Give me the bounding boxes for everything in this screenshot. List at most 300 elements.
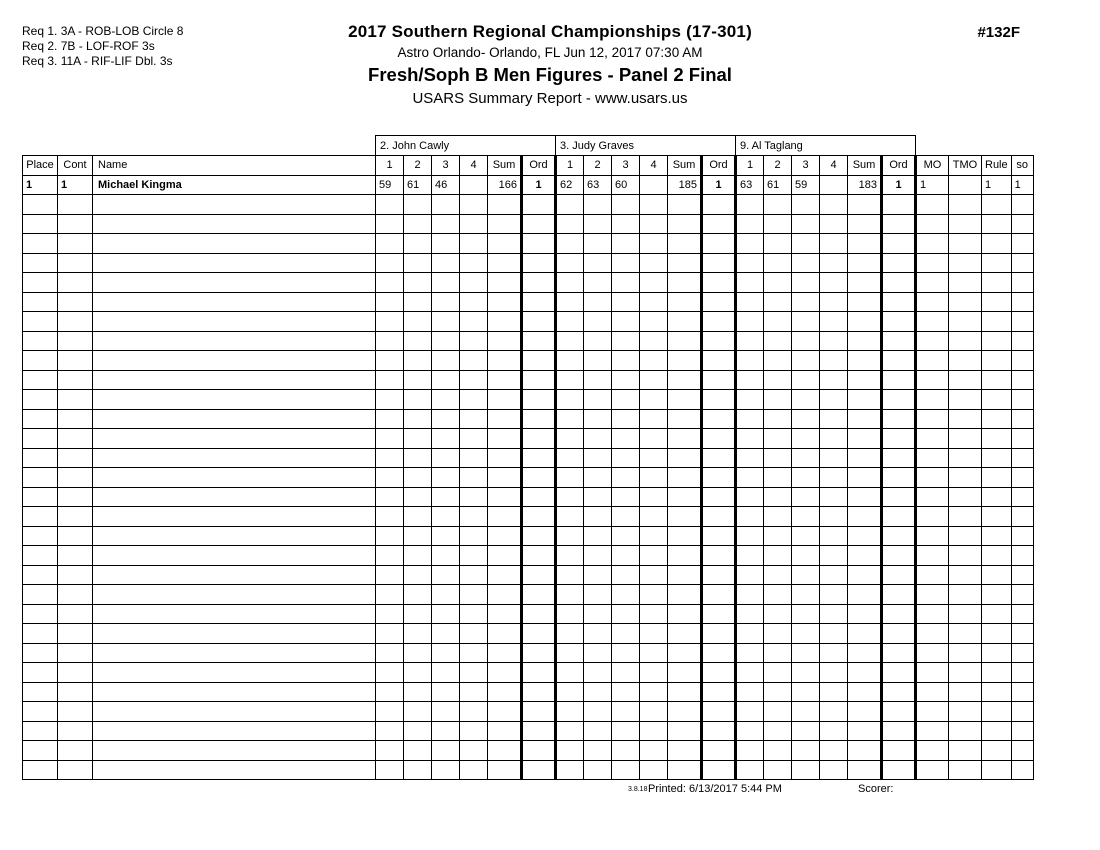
table-row	[23, 487, 1034, 507]
venue-date-line: Astro Orlando- Orlando, FL Jun 12, 2017 07:30 AM	[397, 45, 703, 60]
empty-cell	[668, 195, 702, 215]
empty-cell	[820, 331, 848, 351]
col-header-judge: 1	[376, 156, 404, 176]
empty-cell	[460, 624, 488, 644]
empty-cell	[23, 292, 58, 312]
empty-cell	[702, 331, 736, 351]
empty-cell	[1011, 721, 1033, 741]
cell-mo: 1	[916, 175, 949, 195]
empty-cell	[949, 741, 982, 761]
empty-cell	[702, 195, 736, 215]
empty-cell	[916, 331, 949, 351]
empty-cell	[702, 273, 736, 293]
empty-cell	[764, 253, 792, 273]
empty-cell	[949, 195, 982, 215]
empty-cell	[1011, 507, 1033, 527]
empty-cell	[584, 604, 612, 624]
empty-cell	[376, 663, 404, 683]
empty-cell	[916, 507, 949, 527]
empty-cell	[640, 741, 668, 761]
empty-cell	[736, 351, 764, 371]
col-header-judge: 4	[820, 156, 848, 176]
empty-cell	[522, 760, 556, 780]
empty-cell	[764, 721, 792, 741]
empty-cell	[556, 370, 584, 390]
empty-cell	[982, 663, 1012, 683]
empty-cell	[764, 312, 792, 332]
empty-cell	[736, 409, 764, 429]
report-type-line: USARS Summary Report - www.usars.us	[412, 90, 688, 107]
empty-cell	[376, 429, 404, 449]
empty-cell	[916, 721, 949, 741]
empty-cell	[982, 760, 1012, 780]
empty-cell	[23, 429, 58, 449]
empty-cell	[488, 273, 522, 293]
col-header-so: so	[1011, 156, 1033, 176]
empty-cell	[668, 507, 702, 527]
empty-cell	[58, 273, 93, 293]
cell-sum: 166	[488, 175, 522, 195]
cell-place: 1	[23, 175, 58, 195]
table-row	[23, 195, 1034, 215]
empty-cell	[848, 546, 882, 566]
table-row	[23, 409, 1034, 429]
empty-cell	[949, 253, 982, 273]
empty-cell	[432, 487, 460, 507]
empty-cell	[640, 448, 668, 468]
empty-cell	[792, 565, 820, 585]
empty-cell	[882, 292, 916, 312]
empty-cell	[702, 546, 736, 566]
empty-cell	[916, 624, 949, 644]
empty-cell	[522, 682, 556, 702]
empty-cell	[93, 682, 376, 702]
empty-cell	[376, 643, 404, 663]
empty-cell	[764, 448, 792, 468]
empty-cell	[949, 273, 982, 293]
empty-cell	[668, 663, 702, 683]
empty-cell	[488, 429, 522, 449]
empty-cell	[404, 546, 432, 566]
empty-cell	[556, 429, 584, 449]
empty-cell	[916, 546, 949, 566]
col-header-judge: Sum	[488, 156, 522, 176]
empty-cell	[584, 273, 612, 293]
empty-cell	[432, 351, 460, 371]
empty-cell	[982, 370, 1012, 390]
empty-cell	[792, 409, 820, 429]
empty-cell	[949, 526, 982, 546]
table-row	[23, 604, 1034, 624]
empty-cell	[916, 429, 949, 449]
empty-cell	[1011, 312, 1033, 332]
empty-cell	[640, 429, 668, 449]
empty-cell	[522, 702, 556, 722]
empty-cell	[640, 195, 668, 215]
table-row	[23, 507, 1034, 527]
empty-cell	[522, 448, 556, 468]
empty-cell	[736, 448, 764, 468]
empty-cell	[488, 351, 522, 371]
empty-cell	[584, 448, 612, 468]
empty-cell	[882, 624, 916, 644]
empty-cell	[404, 312, 432, 332]
empty-cell	[584, 331, 612, 351]
judge-label-1: 2. John Cawly	[376, 136, 556, 156]
empty-cell	[702, 702, 736, 722]
empty-cell	[612, 273, 640, 293]
empty-cell	[820, 565, 848, 585]
empty-cell	[882, 390, 916, 410]
empty-cell	[488, 195, 522, 215]
empty-cell	[522, 468, 556, 488]
empty-cell	[640, 273, 668, 293]
empty-cell	[792, 663, 820, 683]
empty-cell	[460, 760, 488, 780]
empty-cell	[404, 741, 432, 761]
empty-cell	[58, 624, 93, 644]
empty-cell	[612, 507, 640, 527]
empty-cell	[764, 565, 792, 585]
table-row	[23, 175, 1034, 195]
empty-cell	[736, 565, 764, 585]
empty-cell	[702, 624, 736, 644]
empty-cell	[882, 702, 916, 722]
empty-cell	[404, 253, 432, 273]
empty-cell	[668, 390, 702, 410]
empty-cell	[668, 643, 702, 663]
empty-cell	[556, 351, 584, 371]
empty-cell	[58, 312, 93, 332]
empty-cell	[668, 214, 702, 234]
empty-cell	[58, 351, 93, 371]
empty-cell	[556, 253, 584, 273]
empty-cell	[460, 273, 488, 293]
empty-cell	[376, 409, 404, 429]
empty-cell	[764, 526, 792, 546]
empty-cell	[916, 468, 949, 488]
empty-cell	[848, 234, 882, 254]
empty-cell	[640, 390, 668, 410]
empty-cell	[916, 487, 949, 507]
empty-cell	[792, 429, 820, 449]
empty-cell	[612, 721, 640, 741]
empty-cell	[882, 331, 916, 351]
empty-cell	[612, 234, 640, 254]
empty-cell	[736, 214, 764, 234]
empty-cell	[376, 253, 404, 273]
empty-cell	[949, 351, 982, 371]
empty-cell	[792, 390, 820, 410]
empty-cell	[404, 507, 432, 527]
empty-cell	[404, 370, 432, 390]
empty-cell	[556, 604, 584, 624]
empty-cell	[1011, 214, 1033, 234]
empty-cell	[820, 585, 848, 605]
col-header-judge: 3	[612, 156, 640, 176]
cell-score: 46	[432, 175, 460, 195]
empty-cell	[982, 331, 1012, 351]
empty-cell	[376, 546, 404, 566]
empty-cell	[1011, 741, 1033, 761]
empty-cell	[376, 604, 404, 624]
empty-cell	[23, 526, 58, 546]
empty-cell	[982, 292, 1012, 312]
empty-cell	[460, 702, 488, 722]
empty-cell	[488, 370, 522, 390]
empty-cell	[792, 331, 820, 351]
empty-cell	[640, 253, 668, 273]
empty-cell	[522, 565, 556, 585]
cell-score: 63	[736, 175, 764, 195]
empty-cell	[404, 214, 432, 234]
empty-cell	[882, 214, 916, 234]
empty-cell	[736, 331, 764, 351]
empty-cell	[612, 663, 640, 683]
empty-cell	[848, 214, 882, 234]
empty-cell	[882, 565, 916, 585]
empty-cell	[556, 468, 584, 488]
empty-cell	[404, 234, 432, 254]
judge-row-tail	[916, 136, 1034, 156]
empty-cell	[23, 741, 58, 761]
empty-cell	[93, 663, 376, 683]
empty-cell	[23, 643, 58, 663]
col-header-mo: MO	[916, 156, 949, 176]
empty-cell	[848, 468, 882, 488]
empty-cell	[820, 741, 848, 761]
empty-cell	[982, 312, 1012, 332]
empty-cell	[916, 760, 949, 780]
empty-cell	[736, 604, 764, 624]
empty-cell	[820, 702, 848, 722]
empty-cell	[460, 663, 488, 683]
empty-cell	[764, 351, 792, 371]
empty-cell	[522, 312, 556, 332]
empty-cell	[736, 663, 764, 683]
empty-cell	[764, 604, 792, 624]
report-header	[0, 22, 1100, 107]
empty-cell	[376, 507, 404, 527]
empty-cell	[612, 370, 640, 390]
empty-cell	[432, 409, 460, 429]
empty-cell	[792, 292, 820, 312]
empty-cell	[488, 643, 522, 663]
empty-cell	[612, 760, 640, 780]
empty-cell	[640, 331, 668, 351]
empty-cell	[702, 663, 736, 683]
empty-cell	[702, 507, 736, 527]
empty-cell	[792, 585, 820, 605]
empty-cell	[432, 507, 460, 527]
empty-cell	[58, 214, 93, 234]
empty-cell	[556, 214, 584, 234]
col-header-judge: 1	[736, 156, 764, 176]
col-header-judge: 2	[404, 156, 432, 176]
cell-so: 1	[1011, 175, 1033, 195]
empty-cell	[93, 643, 376, 663]
table-row	[23, 643, 1034, 663]
empty-cell	[882, 312, 916, 332]
empty-cell	[982, 487, 1012, 507]
empty-cell	[488, 507, 522, 527]
empty-cell	[702, 409, 736, 429]
empty-cell	[58, 292, 93, 312]
col-header-tmo: TMO	[949, 156, 982, 176]
empty-cell	[460, 585, 488, 605]
empty-cell	[488, 487, 522, 507]
empty-cell	[848, 663, 882, 683]
empty-cell	[764, 507, 792, 527]
empty-cell	[882, 448, 916, 468]
empty-cell	[792, 253, 820, 273]
empty-cell	[58, 526, 93, 546]
empty-cell	[949, 565, 982, 585]
empty-cell	[556, 760, 584, 780]
empty-cell	[488, 682, 522, 702]
empty-cell	[522, 585, 556, 605]
empty-cell	[23, 234, 58, 254]
empty-cell	[982, 214, 1012, 234]
cell-ord: 1	[522, 175, 556, 195]
empty-cell	[93, 507, 376, 527]
empty-cell	[640, 214, 668, 234]
empty-cell	[556, 507, 584, 527]
empty-cell	[764, 331, 792, 351]
empty-cell	[882, 760, 916, 780]
empty-cell	[792, 487, 820, 507]
empty-cell	[93, 195, 376, 215]
empty-cell	[668, 370, 702, 390]
empty-cell	[668, 312, 702, 332]
empty-cell	[556, 526, 584, 546]
table-row	[23, 253, 1034, 273]
empty-cell	[882, 526, 916, 546]
empty-cell	[522, 351, 556, 371]
empty-cell	[848, 312, 882, 332]
empty-cell	[640, 760, 668, 780]
empty-cell	[612, 195, 640, 215]
empty-cell	[820, 507, 848, 527]
empty-cell	[376, 312, 404, 332]
empty-cell	[584, 312, 612, 332]
empty-cell	[23, 331, 58, 351]
empty-cell	[58, 643, 93, 663]
empty-cell	[668, 702, 702, 722]
empty-cell	[23, 312, 58, 332]
empty-cell	[432, 390, 460, 410]
empty-cell	[23, 585, 58, 605]
empty-cell	[640, 370, 668, 390]
empty-cell	[820, 390, 848, 410]
empty-cell	[376, 292, 404, 312]
table-row	[23, 663, 1034, 683]
empty-cell	[982, 565, 1012, 585]
empty-cell	[93, 526, 376, 546]
empty-cell	[736, 721, 764, 741]
empty-cell	[1011, 429, 1033, 449]
empty-cell	[668, 273, 702, 293]
table-row	[23, 702, 1034, 722]
empty-cell	[376, 487, 404, 507]
col-header-judge: Sum	[848, 156, 882, 176]
empty-cell	[460, 565, 488, 585]
empty-cell	[612, 585, 640, 605]
empty-cell	[556, 741, 584, 761]
empty-cell	[612, 682, 640, 702]
empty-cell	[764, 702, 792, 722]
empty-cell	[764, 487, 792, 507]
empty-cell	[23, 351, 58, 371]
empty-cell	[882, 663, 916, 683]
empty-cell	[1011, 468, 1033, 488]
empty-cell	[93, 390, 376, 410]
table-row	[23, 234, 1034, 254]
empty-cell	[404, 585, 432, 605]
empty-cell	[93, 624, 376, 644]
empty-cell	[58, 682, 93, 702]
empty-cell	[460, 546, 488, 566]
judge-header-row	[23, 136, 1034, 156]
empty-cell	[916, 604, 949, 624]
empty-cell	[522, 429, 556, 449]
empty-cell	[460, 312, 488, 332]
empty-cell	[949, 604, 982, 624]
empty-cell	[488, 565, 522, 585]
empty-cell	[764, 214, 792, 234]
empty-cell	[488, 292, 522, 312]
empty-cell	[916, 448, 949, 468]
table-row	[23, 585, 1034, 605]
empty-cell	[23, 468, 58, 488]
empty-cell	[736, 760, 764, 780]
event-number: #132F	[977, 24, 1020, 41]
scorer-label: Scorer:	[858, 783, 894, 795]
empty-cell	[949, 312, 982, 332]
empty-cell	[556, 195, 584, 215]
empty-cell	[432, 312, 460, 332]
empty-cell	[764, 234, 792, 254]
empty-cell	[93, 585, 376, 605]
empty-cell	[949, 585, 982, 605]
cell-tmo	[949, 175, 982, 195]
empty-cell	[736, 643, 764, 663]
empty-cell	[584, 760, 612, 780]
empty-cell	[58, 253, 93, 273]
empty-cell	[1011, 370, 1033, 390]
empty-cell	[668, 585, 702, 605]
empty-cell	[736, 195, 764, 215]
empty-cell	[764, 468, 792, 488]
empty-cell	[58, 702, 93, 722]
empty-cell	[640, 663, 668, 683]
printed-timestamp: Printed: 6/13/2017 5:44 PM	[648, 783, 782, 795]
empty-cell	[23, 390, 58, 410]
empty-cell	[848, 351, 882, 371]
empty-cell	[764, 585, 792, 605]
empty-cell	[668, 565, 702, 585]
empty-cell	[982, 468, 1012, 488]
empty-cell	[584, 390, 612, 410]
event-title: Fresh/Soph B Men Figures - Panel 2 Final	[368, 64, 732, 85]
requirement-line-3: Req 3. 11A - RIF-LIF Dbl. 3s	[22, 54, 173, 68]
empty-cell	[93, 370, 376, 390]
empty-cell	[556, 390, 584, 410]
empty-cell	[736, 546, 764, 566]
empty-cell	[1011, 409, 1033, 429]
cell-score: 61	[404, 175, 432, 195]
empty-cell	[376, 741, 404, 761]
